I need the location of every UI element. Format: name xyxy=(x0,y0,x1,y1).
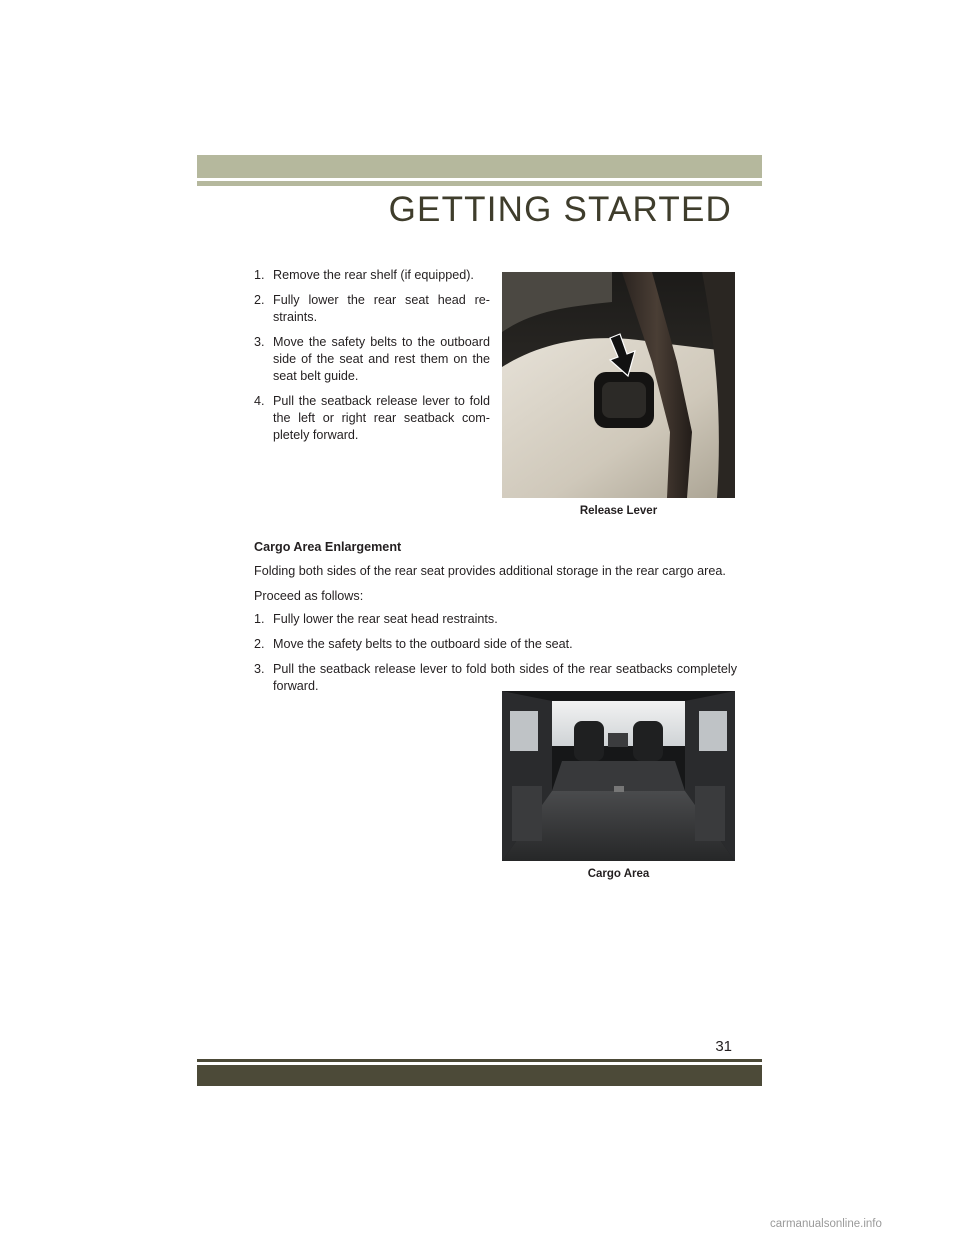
list-item xyxy=(254,636,737,653)
paragraph: Proceed as follows: xyxy=(254,589,364,603)
seatback-steps xyxy=(254,267,490,452)
figure-caption: Release Lever xyxy=(579,505,658,517)
step-text: Pull the seatback release lever to fold the left or right rear seatback com-pletely forward. xyxy=(273,394,490,442)
step-text: Move the safety belts to the outboard side of the seat and rest them on the seat belt guide. xyxy=(273,335,490,383)
list-item xyxy=(254,334,490,385)
step-number: 2. xyxy=(254,637,265,651)
step-text: Pull the seatback release lever to fold both sides of the rear seatbacks completely forward. xyxy=(273,662,737,693)
step-number: 1. xyxy=(254,268,265,282)
step-number: 3. xyxy=(254,335,265,349)
list-item xyxy=(254,661,737,695)
list-item xyxy=(254,292,490,326)
header-band xyxy=(197,155,762,178)
step-text: Move the safety belts to the outboard side of the seat. xyxy=(273,637,573,651)
list-item xyxy=(254,393,490,444)
step-number: 1. xyxy=(254,612,265,626)
list-item xyxy=(254,267,490,284)
watermark: carmanualsonline.info xyxy=(770,1218,882,1230)
list-item xyxy=(254,611,737,628)
section-title: GETTING STARTED xyxy=(388,190,732,229)
section-heading: Cargo Area Enlargement xyxy=(254,540,402,554)
step-text: Remove the rear shelf (if equipped). xyxy=(273,268,474,282)
cargo-area-photo xyxy=(502,691,735,861)
header-rule xyxy=(197,181,762,186)
figure-caption: Cargo Area xyxy=(587,868,650,880)
cargo-steps xyxy=(254,611,737,703)
step-text: Fully lower the rear seat head restraints. xyxy=(273,612,498,626)
footer-band xyxy=(197,1065,762,1086)
page-number: 31 xyxy=(715,1038,732,1055)
footer-rule xyxy=(197,1059,762,1062)
step-number: 4. xyxy=(254,394,265,408)
release-lever-photo xyxy=(502,272,735,498)
step-text: Fully lower the rear seat head re-straints. xyxy=(273,293,490,324)
step-number: 3. xyxy=(254,662,265,676)
step-number: 2. xyxy=(254,293,265,307)
paragraph: Folding both sides of the rear seat provides additional storage in the rear cargo area. xyxy=(254,564,726,578)
